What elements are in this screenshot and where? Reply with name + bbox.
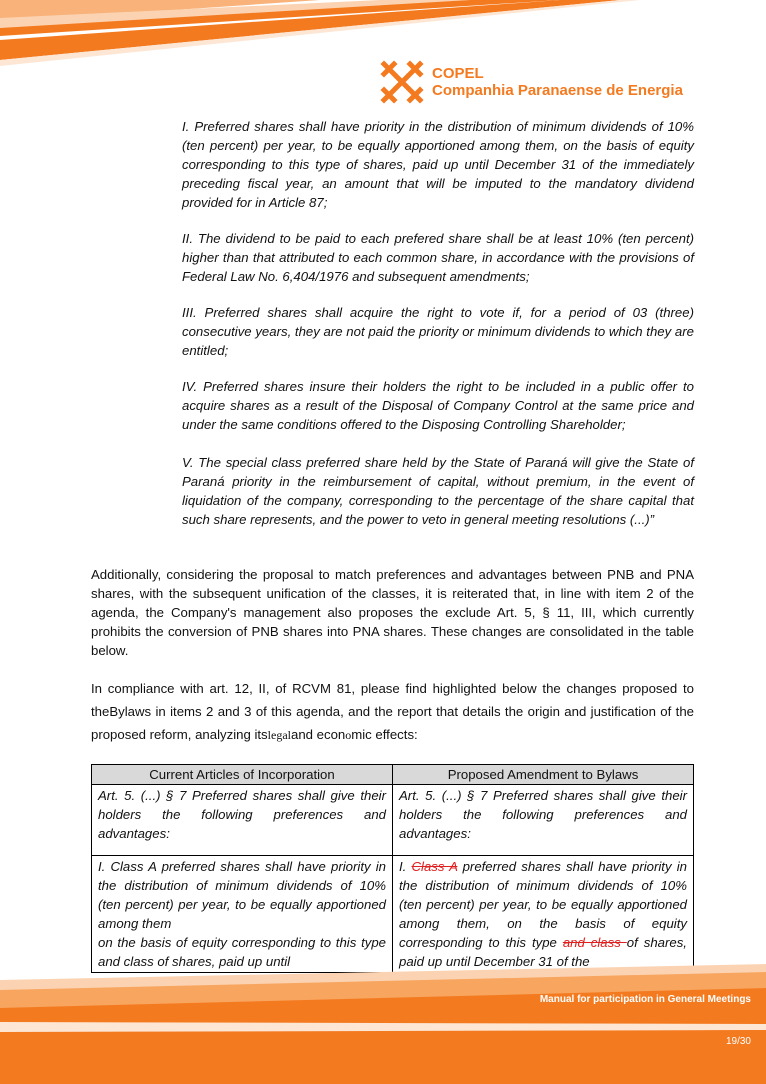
deleted-text-class-a: Class A xyxy=(411,859,458,874)
bylaws-comparison-table xyxy=(91,764,694,973)
row2-current xyxy=(92,856,393,973)
copel-logo-icon xyxy=(380,60,424,104)
quote-item-5: V. The special class preferred share held by the State of Paraná will give the State of Paraná priority in the reimbursement of capital, without premium, in the event of liquidation of the company, corresponding to the percentage of the share capital that such share represents, and the power to veto in general meeting resolutions (...)” xyxy=(182,455,694,527)
compliance-text-b: and econ xyxy=(290,727,346,742)
header-proposed: Proposed Amendment to Bylaws xyxy=(393,765,694,785)
paragraph-additionally: Additionally, considering the proposal to match preferences and advantages between PNB and PNA shares, with the subsequent unification of the classes, it is reiterated that, in line with item 2 of the agenda, the Company's management also proposes the exclude Art. 5, § 11, III, which currently prohibits the conversion of PNB shares into PNA shares. These changes are consolidated in the table below. xyxy=(91,567,694,658)
row2-proposed-text-c: of shares, paid up until December 31 of the xyxy=(399,935,687,969)
row2-proposed xyxy=(393,856,694,973)
row1-current: Art. 5. (...) § 7 Preferred shares shall give their holders the following preferences and advantages: xyxy=(92,785,393,856)
footer-document-title: Manual for participation in General Meetings xyxy=(539,994,751,1005)
row2-proposed-text-b: preferred shares shall have priority in the distribution of minimum dividends of 10% (ten percent) per year, to be equally apportioned among them, on the basis of equity corresponding to this type xyxy=(399,859,687,950)
footer-orange-band xyxy=(0,960,766,1084)
page-number: 19/30 xyxy=(725,1036,751,1047)
row2-proposed-text-a: I. xyxy=(399,859,412,874)
quote-item-1: I. Preferred shares shall have priority in the distribution of minimum dividends of 10% (ten percent) per year, to be equally apportioned among them, on the basis of equity corresponding to this type of shares, paid up until December 31 of the immediately preceding fiscal year, an amount that will be imputed to the mandatory dividend provided for in Article 87; xyxy=(182,119,694,210)
compliance-text-c: mic effects: xyxy=(351,727,418,742)
row2-current-text-b: on the basis of equity corresponding to this type and class of shares, paid up until xyxy=(98,935,386,969)
table-header-row xyxy=(92,765,694,785)
logo-full-name: Companhia Paranaense de Energia xyxy=(432,82,683,99)
compliance-legal: legal xyxy=(267,728,291,742)
deleted-text-and-class: and class xyxy=(562,935,627,950)
paragraph-compliance xyxy=(91,677,694,747)
row2-current-text-a: I. Class A preferred shares shall have priority in the distribution of minimum dividends of 10% (ten percent) per year, to be equally apportioned among them xyxy=(98,859,386,931)
row1-proposed: Art. 5. (...) § 7 Preferred shares shall give their holders the following preferences and advantages: xyxy=(393,785,694,856)
compliance-text-a: In compliance with art. 12, II, of RCVM 81, please find highlighted below the changes proposed to theBylaws in items 2 and 3 of this agenda, and the report that details the origin and justification of the proposed reform, analyzing its xyxy=(91,681,694,742)
quote-item-4: IV. Preferred shares insure their holders the right to be included in a public offer to acquire shares as a result of the Disposal of Company Control at the same price and under the same conditions offered to the Disposing Controlling Shareholder; xyxy=(182,379,694,432)
compliance-o: o xyxy=(345,728,352,742)
header-current: Current Articles of Incorporation xyxy=(92,765,393,785)
company-logo-text xyxy=(432,66,683,99)
quote-item-3: III. Preferred shares shall acquire the right to vote if, for a period of 03 (three) consecutive years, they are not paid the priority or minimum dividends to which they are entitled; xyxy=(182,305,694,358)
logo-name: COPEL xyxy=(432,65,484,82)
table-row xyxy=(92,856,694,973)
table-row xyxy=(92,785,694,856)
quote-item-2: II. The dividend to be paid to each prefered share shall be at least 10% (ten percent) higher than that attributed to each common share, in accordance with the provisions of Federal Law No. 6,404/1976 and subsequent amendments; xyxy=(182,231,694,284)
